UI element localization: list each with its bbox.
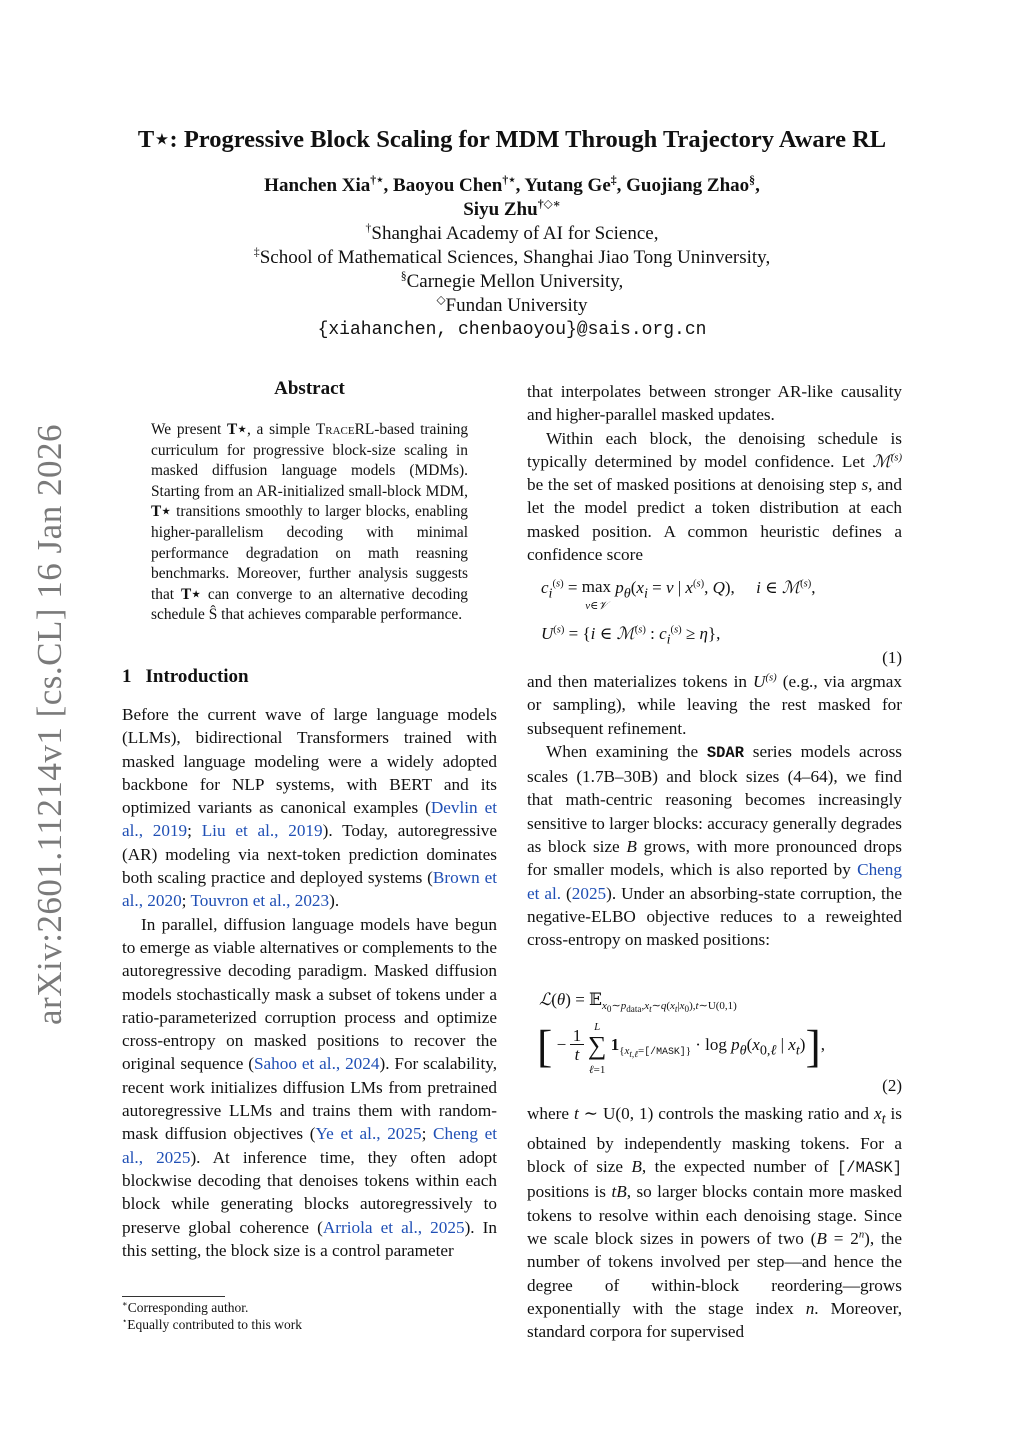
styled-text: T⋆ (151, 503, 171, 521)
styled-text: x (873, 1104, 882, 1123)
affiliation-mark: § (400, 269, 407, 283)
equation-2-number: (2) (882, 1076, 902, 1095)
text-run: When examining the (546, 741, 707, 761)
text-run: positions is (527, 1182, 612, 1202)
equation-1-number: (1) (882, 648, 902, 667)
affiliation-mark: ◇ (436, 293, 446, 307)
paragraph (527, 1102, 902, 1343)
text-run: series models across scales (1.7B–30B) and block sizes (4–64), we find that math-centric reasoning becomes increasingly sensitive to larger blocks: accuracy generally degrades as block size (527, 741, 902, 857)
subscript: t (881, 1111, 886, 1128)
affiliation-name: Carnegie Mellon University, (406, 271, 624, 292)
affiliation-mark: † (365, 221, 372, 235)
text-run: and then materializes tokens in (527, 672, 754, 691)
paragraph (527, 380, 902, 427)
text-run: . Moreover, standard corpora for supervised (527, 1298, 902, 1342)
affiliation-name: School of Mathematical Sciences, Shanghai Jiao Tong Uninversity, (259, 247, 771, 268)
text-run: ( (561, 883, 572, 903)
text-run: ∼ U(0, 1) controls the masking ratio and (578, 1104, 874, 1123)
paragraph (527, 740, 902, 952)
text-run: , and let the model predict a token distribution at each masked position. A common heuristic defines a confidence score (527, 475, 902, 565)
text-run: ). Under an absorbing-state corruption, the negative-ELBO objective reduces to a reweighted cross-entropy on masked positions: (527, 883, 902, 950)
section-heading (122, 666, 249, 688)
author-marks: § (749, 173, 756, 187)
citation-link[interactable]: 2025 (571, 883, 607, 903)
abstract-body (151, 420, 468, 626)
footnote (122, 1299, 302, 1316)
author-marks: ‡ (610, 173, 617, 187)
text-run: ). In this setting, the block size is a control parameter (122, 1217, 497, 1260)
text-run: ; (187, 821, 202, 841)
citation-link[interactable]: Cheng et al. (527, 860, 902, 903)
affiliation (0, 222, 1024, 246)
text-run: grows, with more pronounced drops for smaller models, which is also reported by (527, 837, 902, 880)
text-run: be the set of masked positions at denoising step (527, 475, 862, 495)
affiliations (0, 222, 1024, 318)
author-line-2 (0, 198, 1024, 222)
styled-text: T⋆ (181, 585, 201, 603)
text-run: ). For scalability, recent work initializes diffusion LMs from pretrained autoregressive LLMs and trains them with random-mask diffusion objectives ( (122, 1054, 498, 1144)
text-run: can converge to an alternative decoding schedule Ŝ that achieves comparable performance. (151, 585, 468, 624)
styled-text: t (573, 1104, 579, 1123)
text-run: Within each block, the denoising schedule is typically determined by model confidence. Let (527, 428, 902, 471)
citation-link[interactable]: Sahoo et al., 2024 (253, 1054, 380, 1074)
affiliation (0, 270, 1024, 294)
paper-title: T⋆: Progressive Block Scaling for MDM Through Trajectory Aware RL (137, 126, 887, 153)
styled-text: B (816, 1228, 827, 1248)
affiliation-name: Fundan University (445, 295, 588, 316)
right-column-text-3 (527, 1102, 902, 1343)
styled-text: [/MASK] (837, 1159, 902, 1178)
text-run: is obtained by independently masking tokens. For a block of size (527, 1104, 902, 1177)
text-run: that interpolates between stronger AR-like causality and higher-parallel masked updates. (527, 382, 902, 425)
citation-link[interactable]: Ye et al., 2025 (315, 1124, 422, 1144)
author-line-1: Hanchen Xia†⋆, Baoyou Chen†⋆, Yutang Ge‡, Guojiang Zhao§, (264, 173, 760, 196)
text-run: ; (181, 891, 191, 911)
text-run: ; (421, 1124, 434, 1144)
citation-link[interactable]: Cheng et al., 2025 (122, 1124, 497, 1167)
styled-text: U (753, 672, 766, 691)
text-run: ). (329, 891, 340, 911)
left-column-text (122, 703, 497, 1262)
text-run: ), the number of tokens involved per step—and hence the degree of within-block reordering—grows exponentially with the stage index (527, 1228, 902, 1318)
styled-text: B (631, 1157, 642, 1177)
abstract-heading: Abstract (274, 378, 345, 399)
text-run: , so larger blocks contain more masked tokens to resolve within each denoising stage. Since we scale block sizes in powers of two ( (527, 1182, 903, 1248)
footnote (122, 1316, 302, 1333)
author-list (0, 174, 1024, 222)
citation-link[interactable]: Liu et al., 2019 (201, 821, 323, 841)
paragraph (527, 670, 902, 740)
footnote-text: Corresponding author. (127, 1300, 249, 1315)
author-name: Guojiang Zhao (626, 175, 750, 196)
author-name: Yutang Ge (524, 175, 611, 196)
text-run: ). At inference time, they often adopt blockwise decoding that denoises tokens within each block while generating blocks autoregressively to preserve global coherence ( (122, 1147, 498, 1237)
styled-text: s (861, 475, 869, 495)
author-marks: †⋆ (370, 173, 384, 187)
paragraph (122, 913, 497, 1262)
footnote-divider (122, 1296, 225, 1297)
text-run: We present (151, 421, 228, 438)
text-run: = 2 (826, 1228, 859, 1248)
superscript: (s) (765, 672, 777, 684)
arxiv-stamp: arXiv:2601.11214v1 [cs.CL] 16 Jan 2026 (30, 424, 69, 1025)
right-column-text-2 (527, 670, 902, 952)
footnotes (122, 1299, 302, 1333)
author-marks: †⋆ (502, 173, 516, 187)
citation-link[interactable]: Arriola et al., 2025 (322, 1217, 465, 1237)
section-title: Introduction (145, 666, 249, 687)
citation-link[interactable]: Brown et al., 2020 (122, 868, 497, 911)
text-run: , a simple (246, 421, 316, 438)
author-name: Hanchen Xia (264, 175, 371, 196)
paragraph (122, 703, 497, 913)
styled-text: T⋆ (227, 421, 247, 438)
styled-text: B (626, 837, 637, 857)
right-column-text-1 (527, 380, 902, 566)
author-name: Siyu Zhu (463, 199, 538, 220)
footnote-mark: ∗ (122, 1299, 128, 1309)
section-number: 1 (122, 666, 132, 687)
author-marks: †◇∗ (537, 197, 561, 211)
superscript: n (858, 1229, 865, 1241)
author-email[interactable]: {xiahanchen, chenbaoyou}@sais.org.cn (317, 320, 707, 340)
text-run: -based training curriculum for progressive block-size scaling in masked diffusion language models (MDMs). Starting from an AR-initialized small-block MDM, (151, 421, 469, 500)
text-run: , the expected number of (641, 1157, 838, 1177)
text-run: In parallel, diffusion language models have begun to emerge as viable alternatives or complements to the autoregressive decoding paradigm. Masked diffusion models stochastically mask a subset of tokens under a ratio-parameterized corruption process and optimize cross-entropy on masked positions to recover the original sequence ( (122, 914, 497, 1074)
affiliation (0, 246, 1024, 270)
superscript: (s) (890, 452, 902, 464)
text-run: transitions smoothly to larger blocks, enabling higher-parallelism decoding with minimal performance degradation on math reasning benchmarks. Moreover, further analysis suggests that (151, 503, 468, 603)
citation-link[interactable]: Touvron et al., 2023 (190, 891, 330, 911)
styled-text: ℳ (872, 451, 891, 471)
text-run: Before the current wave of large language models (LLMs), bidirectional Transformers trained with masked language modeling were a widely adopted backbone for NLP systems, with BERT and its optimized variants as canonical examples ( (122, 705, 497, 818)
affiliation (0, 294, 1024, 318)
paragraph (527, 427, 902, 567)
footnote-text: Equally contributed to this work (127, 1317, 302, 1332)
author-name: Baoyou Chen (393, 175, 503, 196)
text-run: ). Today, autoregressive (AR) modeling via next-token prediction dominates both scaling practice and deployed systems ( (122, 821, 497, 888)
styled-text: n (805, 1298, 815, 1318)
text-run: (e.g., via argmax or sampling), while leaving the rest masked for subsequent refinement. (527, 672, 902, 738)
affiliation-name: Shanghai Academy of AI for Science, (371, 223, 659, 244)
affiliation-mark: ‡ (253, 245, 260, 259)
styled-text: TraceRL (315, 421, 375, 438)
styled-text: tB (611, 1182, 627, 1202)
footnote-mark: ⋆ (122, 1316, 128, 1326)
text-run: where (527, 1104, 574, 1123)
citation-link[interactable]: Devlin et al., 2019 (122, 798, 498, 841)
styled-text: SDAR (706, 743, 744, 762)
